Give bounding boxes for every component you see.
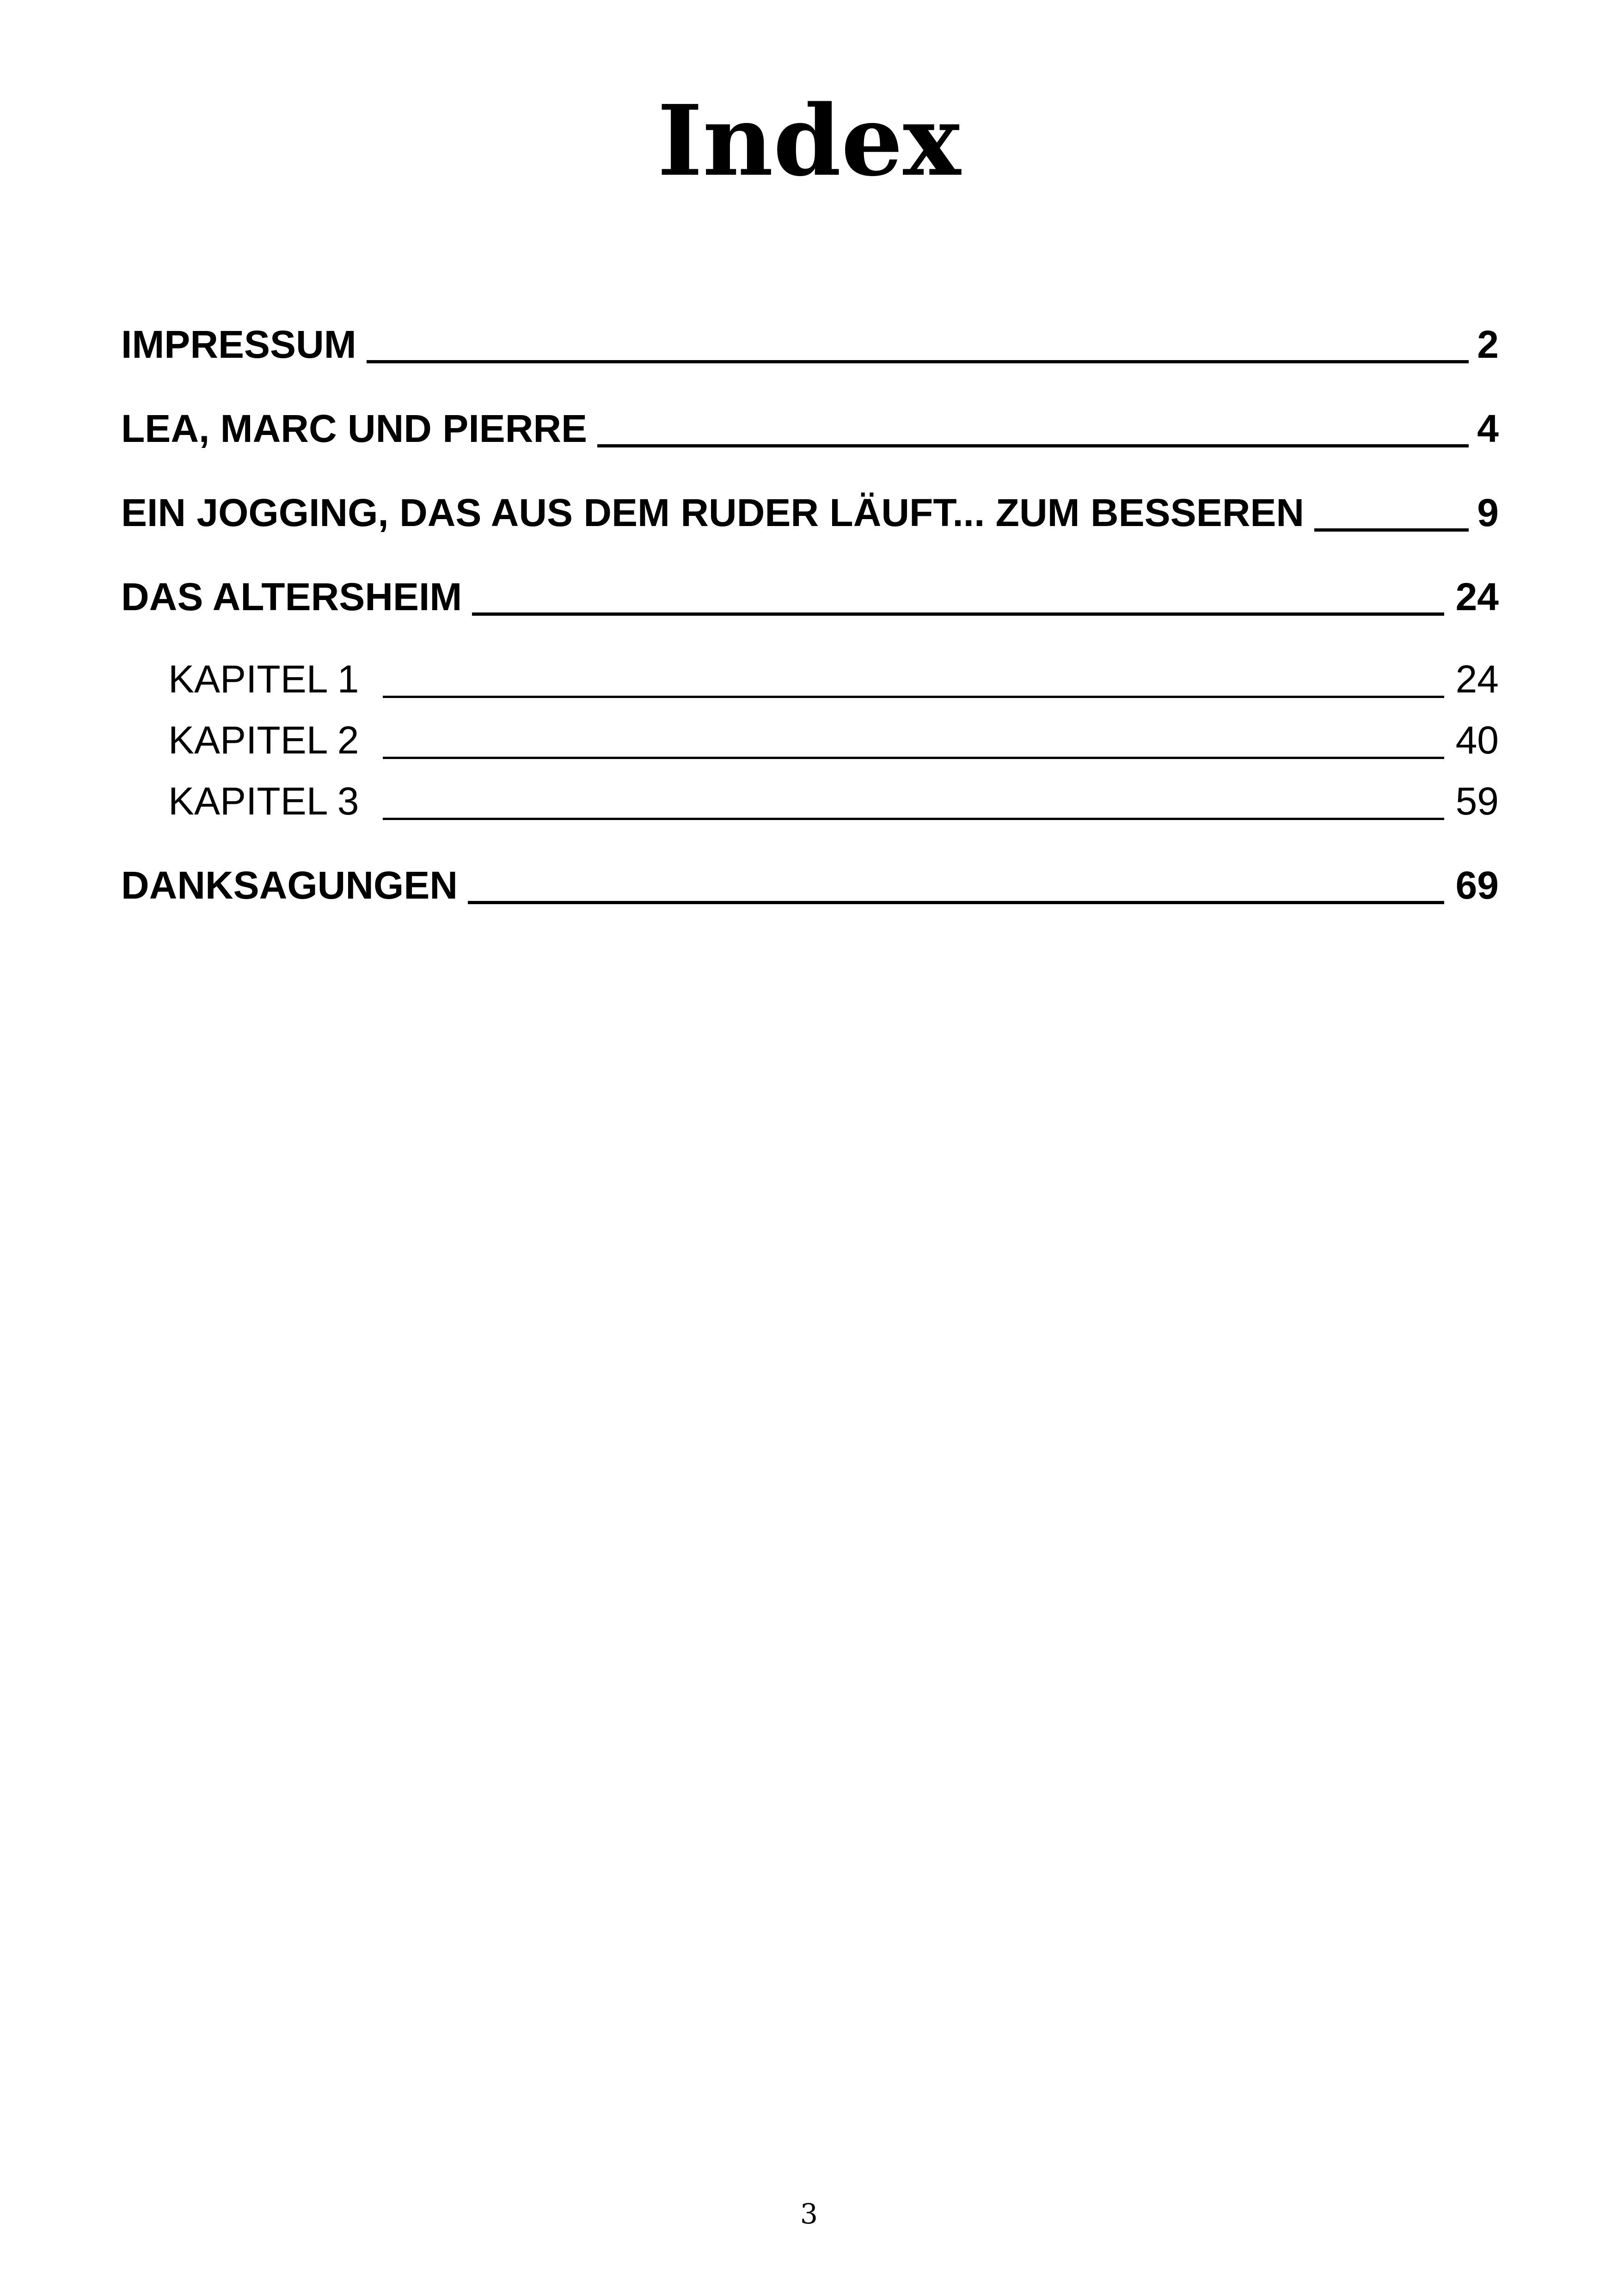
- table-of-contents: [121, 319, 1499, 944]
- toc-entry-label: KAPITEL 3: [168, 779, 359, 823]
- toc-leader-line: [1314, 528, 1469, 532]
- toc-entry-page: 9: [1477, 491, 1499, 534]
- toc-entry-altersheim: [121, 571, 1499, 622]
- toc-entry-page: 69: [1455, 863, 1499, 907]
- toc-entry-kapitel-1: [121, 654, 1499, 704]
- toc-entry-page: 24: [1455, 575, 1499, 618]
- toc-entry-label: IMPRESSUM: [121, 323, 356, 366]
- toc-leader-line: [472, 612, 1444, 616]
- toc-leader-line: [383, 818, 1444, 820]
- toc-leader-line: [383, 696, 1444, 698]
- toc-entry-page: 4: [1477, 407, 1499, 450]
- toc-entry-page: 59: [1455, 779, 1499, 823]
- toc-leader-line: [383, 757, 1444, 759]
- toc-leader-line: [597, 444, 1469, 447]
- toc-entry-lea-marc-pierre: [121, 403, 1499, 454]
- toc-entry-page: 24: [1455, 657, 1499, 701]
- toc-entry-label: DANKSAGUNGEN: [121, 863, 458, 907]
- toc-entry-jogging: [121, 487, 1499, 538]
- toc-leader-line: [367, 360, 1469, 363]
- toc-leader-line: [468, 901, 1444, 904]
- toc-entry-kapitel-2: [121, 715, 1499, 765]
- toc-entry-label: EIN JOGGING, DAS AUS DEM RUDER LÄUFT... ZUM BESSEREN: [121, 491, 1305, 534]
- toc-entry-kapitel-3: [121, 776, 1499, 827]
- toc-entry-label: DAS ALTERSHEIM: [121, 575, 462, 618]
- toc-entry-danksagungen: [121, 860, 1499, 911]
- page-number: 3: [800, 2198, 818, 2230]
- toc-entry-label: LEA, MARC UND PIERRE: [121, 407, 588, 450]
- toc-entry-label: KAPITEL 1: [168, 657, 359, 701]
- page-title: Index: [657, 84, 961, 198]
- toc-entry-impressum: [121, 319, 1499, 370]
- toc-entry-label: KAPITEL 2: [168, 718, 359, 762]
- toc-entry-page: 40: [1455, 718, 1499, 762]
- toc-entry-page: 2: [1477, 323, 1499, 366]
